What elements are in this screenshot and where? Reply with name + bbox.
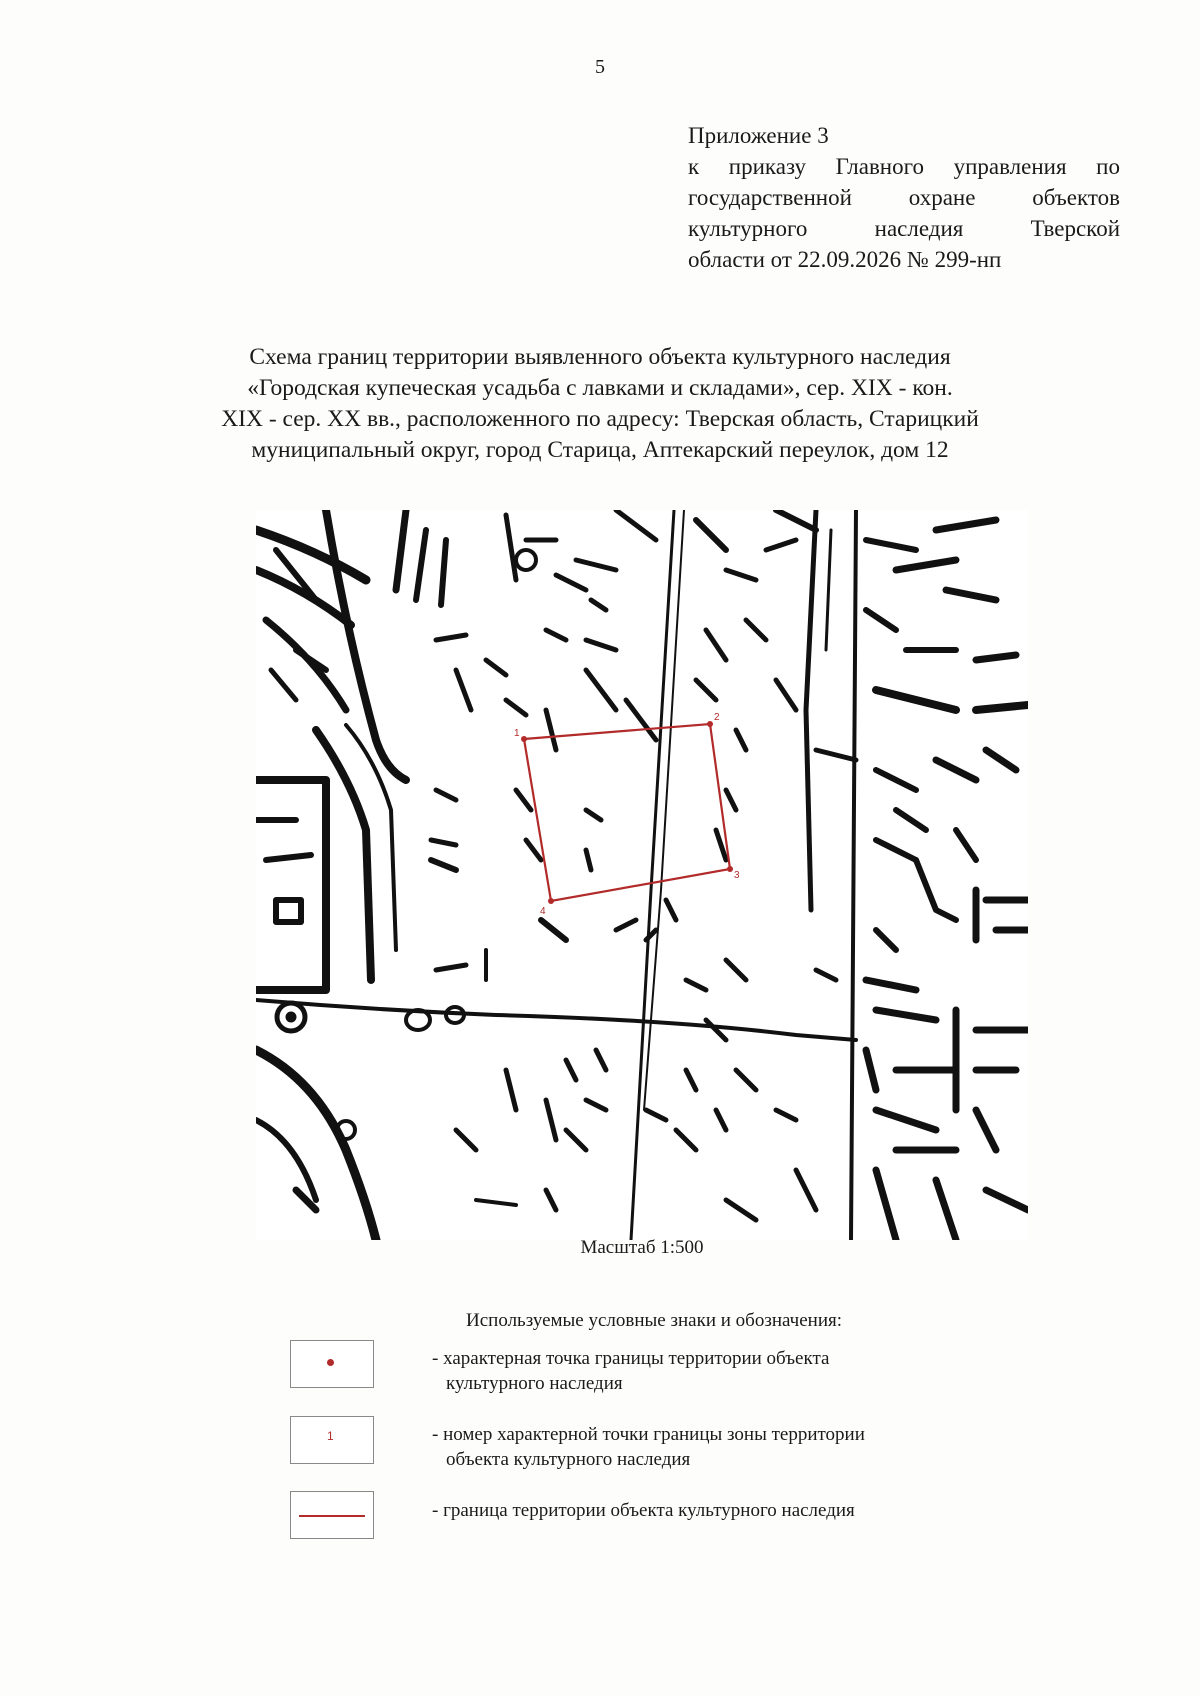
document-title	[140, 342, 1060, 466]
boundary-map	[256, 510, 1028, 1240]
legend-text: объекта культурного наследия	[446, 1449, 691, 1470]
legend-text: - номер характерной точки границы зоны территории	[432, 1424, 865, 1445]
legend-item	[432, 1498, 1032, 1523]
title-line: муниципальный округ, город Старица, Аптекарский переулок, дом 12	[251, 437, 949, 463]
map-scale: Масштаб 1:500	[580, 1237, 704, 1258]
point-label: 3	[734, 870, 740, 881]
point-label: 2	[714, 712, 720, 723]
appendix-line: Приложение 3	[688, 123, 829, 148]
legend-text: культурного наследия	[446, 1373, 623, 1394]
legend-item	[432, 1346, 1032, 1396]
point-label: 1	[514, 728, 520, 739]
boundary-point	[707, 721, 713, 727]
boundary-line-symbol	[299, 1515, 365, 1517]
legend-number-sample	[290, 1416, 374, 1464]
title-line: «Городская купеческая усадьба с лавками и складами», сер. XIX - кон.	[247, 375, 953, 401]
title-line: XIX - сер. XX вв., расположенного по адресу: Тверская область, Старицкий	[221, 406, 979, 432]
map-drawing	[256, 510, 1028, 1240]
appendix-line: государственной охране объектов	[688, 185, 1120, 210]
boundary-point	[548, 898, 554, 904]
appendix-block	[688, 120, 1120, 275]
legend-point-sample	[290, 1340, 374, 1388]
boundary-point	[521, 736, 527, 742]
page-number: 5	[595, 56, 605, 78]
legend-title: Используемые условные знаки и обозначения:	[466, 1310, 843, 1331]
boundary-point-symbol	[327, 1359, 334, 1366]
appendix-line: к приказу Главного управления по	[688, 154, 1120, 179]
boundary-point	[727, 866, 733, 872]
appendix-line: области от 22.09.2026 № 299-нп	[688, 247, 1002, 272]
appendix-line: культурного наследия Тверской	[688, 216, 1120, 241]
point-label: 4	[540, 906, 546, 917]
legend-text: - граница территории объекта культурного наследия	[432, 1500, 855, 1521]
legend-item	[432, 1422, 1032, 1472]
title-line: Схема границ территории выявленного объекта культурного наследия	[249, 344, 951, 370]
point-number-symbol: 1	[327, 1429, 334, 1443]
legend-line-sample	[290, 1491, 374, 1539]
legend-text: - характерная точка границы территории объекта	[432, 1348, 830, 1369]
